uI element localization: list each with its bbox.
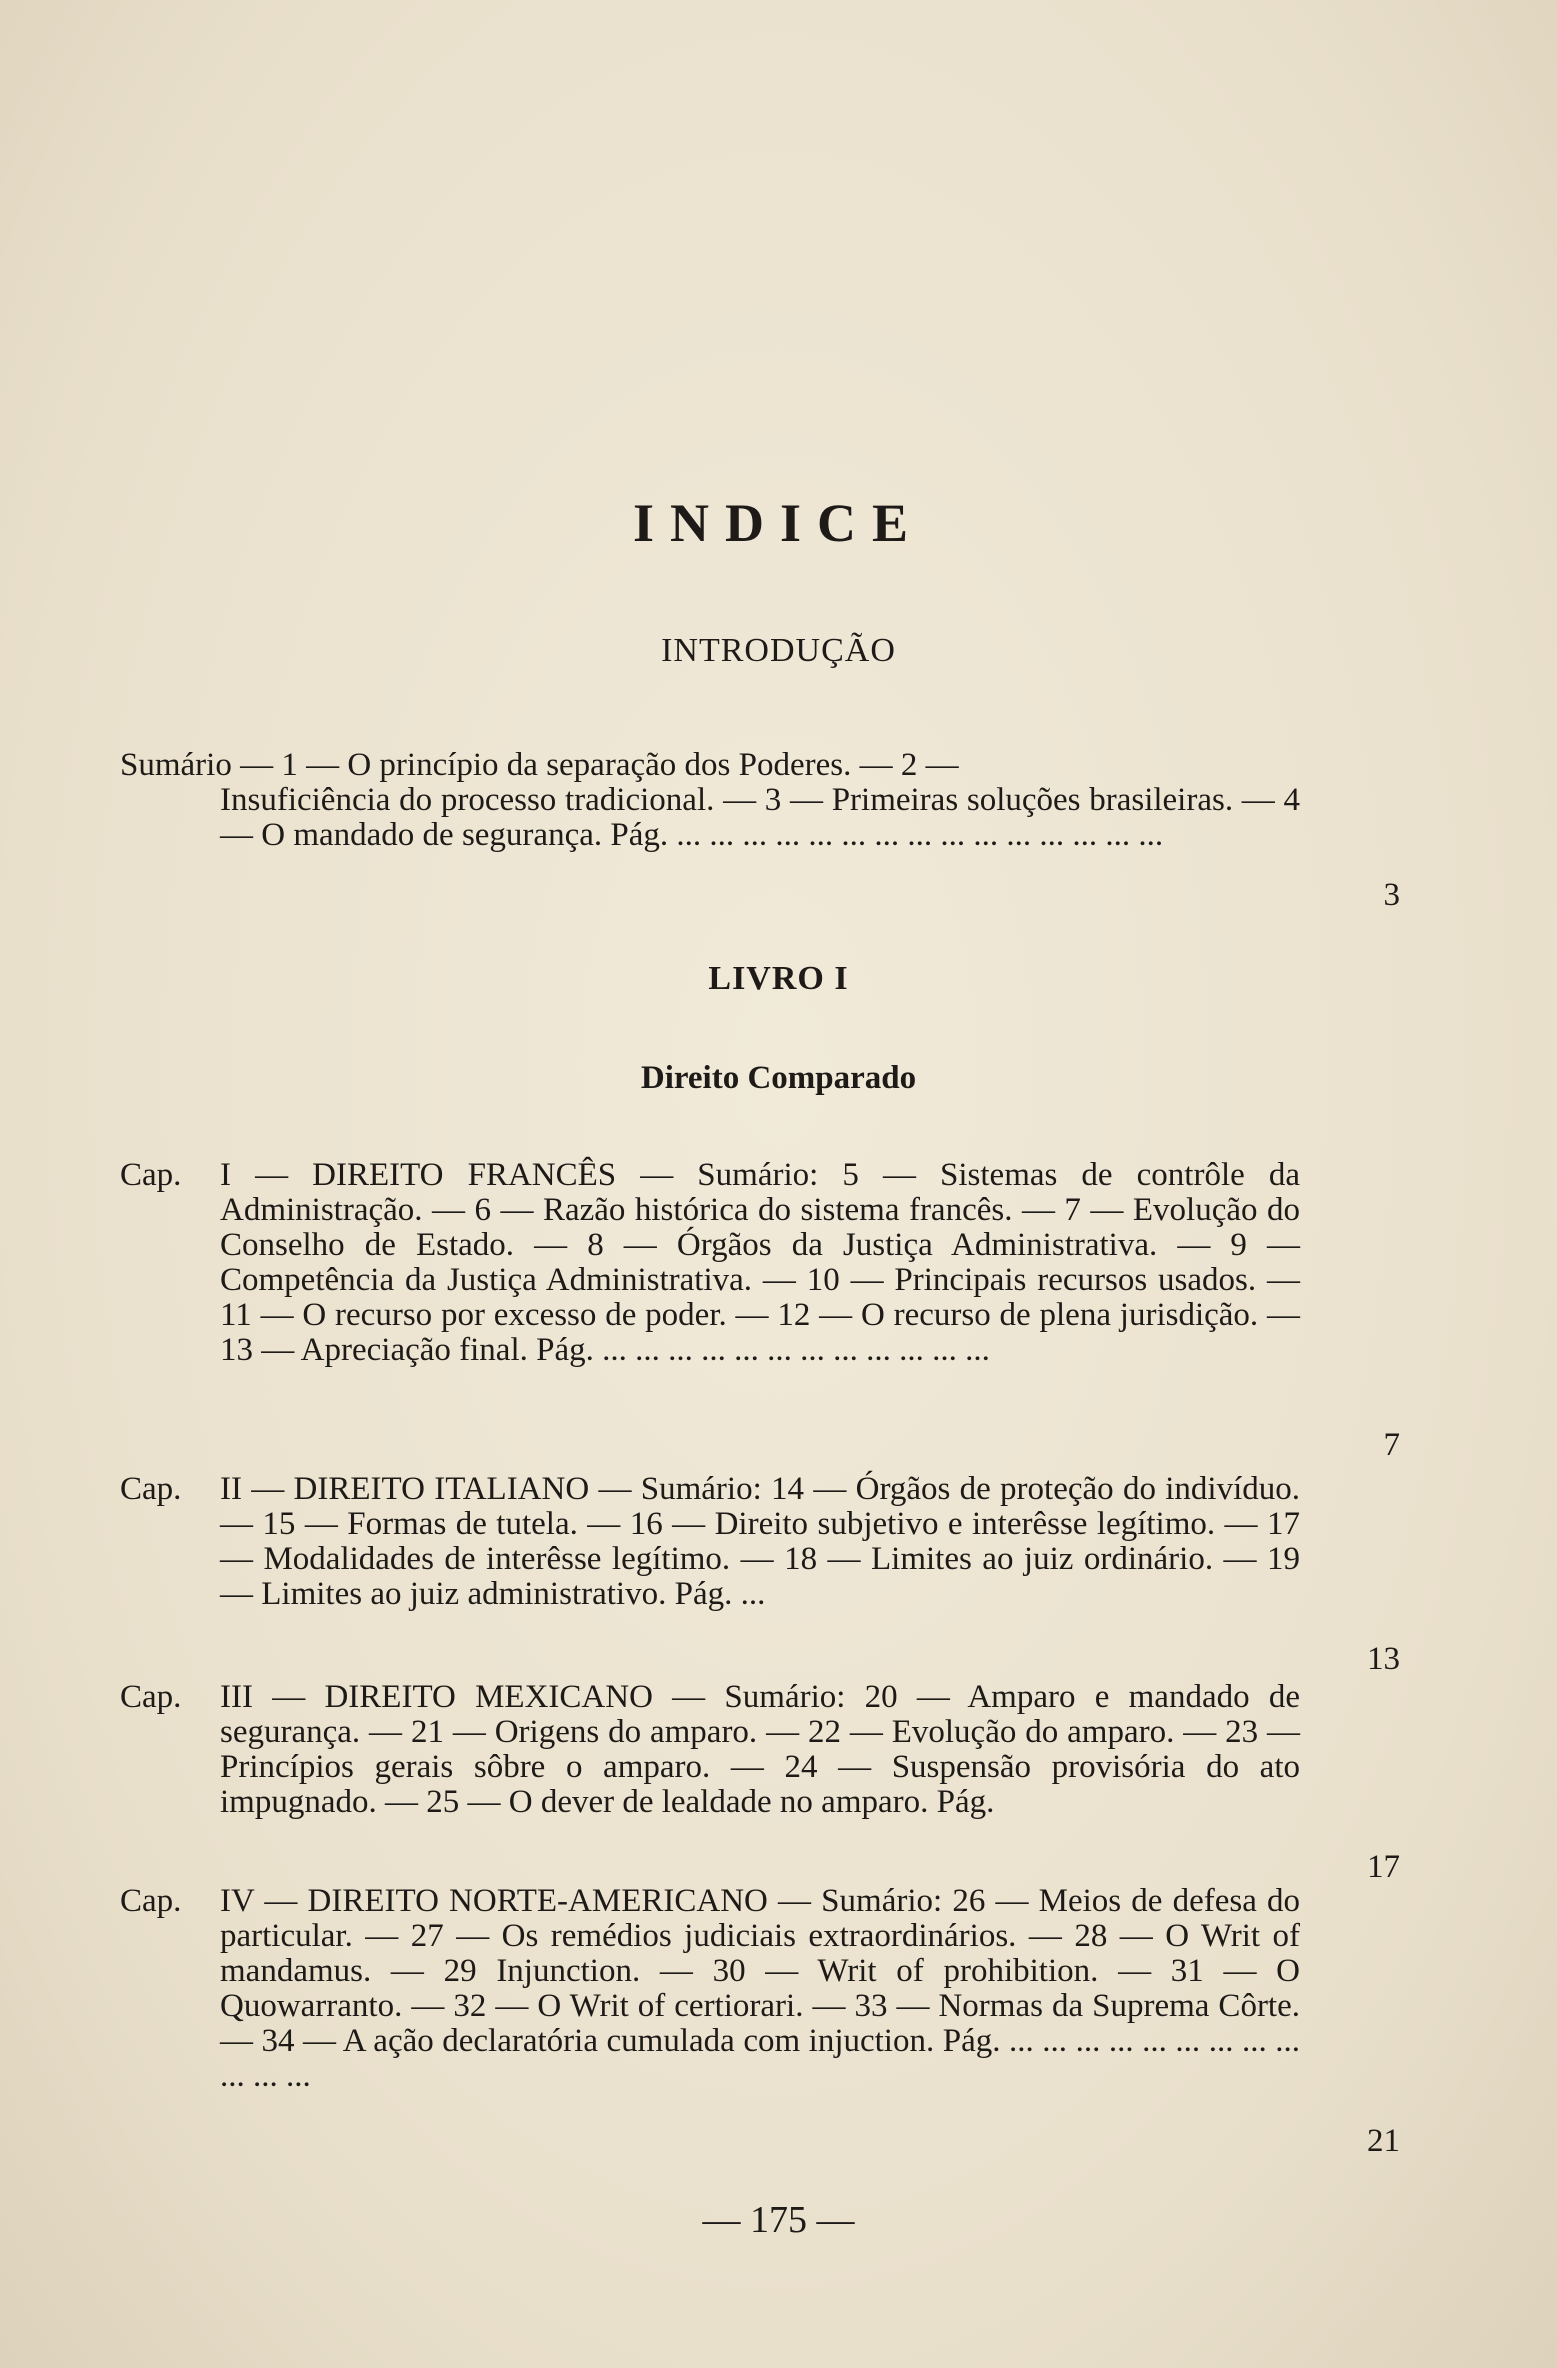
introduction-heading: INTRODUÇÃO	[661, 632, 896, 669]
chapter-label: Cap.	[120, 1157, 182, 1193]
chapter-text: IV — DIREITO NORTE-AMERICANO — Sumário: 26 — Meios de defesa do particular. — 27 — Os remédios judiciais extraordinários. — 28 — O Writ of mandamus. — 29 Injunction. — 30 — Writ of prohibition. — 31 — O Quowarranto. — 32 — O Writ of certiorari. — 33 — Normas da Suprema Côrte. — 34 — A ação declaratória cumulada com injuction. Pág. ... ... ... ... ... ... ... ... ... ... ... ...	[220, 1883, 1300, 2094]
toc-entry-chapter	[120, 1157, 1400, 1463]
chapter-label: Cap.	[120, 1679, 182, 1715]
toc-entry-text-continuation: Insuficiência do processo tradicional. — 3 — Primeiras soluções brasileiras. — 4 — O mandado de segurança. Pág. ... ... ... ... ... ... ... ... ... ... ... ... ... ... ...	[220, 782, 1300, 853]
chapter-page: 7	[1383, 1427, 1400, 1463]
book-subheading: Direito Comparado	[640, 1060, 917, 1096]
index-title: INDICE	[632, 493, 925, 553]
toc-entry-intro	[120, 747, 1400, 913]
toc-entry-text-first-line: Sumário — 1 — O princípio da separação dos Poderes. — 2 —	[120, 747, 959, 783]
chapter-text: III — DIREITO MEXICANO — Sumário: 20 — Amparo e mandado de segurança. — 21 — Origens do amparo. — 22 — Evolução do amparo. — 23 — Princípios gerais sôbre o amparo. — 24 — Suspensão provisória do ato impugnado. — 25 — O dever de lealdade no amparo. Pág.	[220, 1679, 1300, 1820]
chapter-page: 13	[1367, 1641, 1400, 1677]
book-heading: LIVRO I	[708, 960, 849, 997]
chapter-page: 21	[1367, 2123, 1400, 2159]
toc-entry-chapter	[120, 1471, 1400, 1677]
chapter-text: I — DIREITO FRANCÊS — Sumário: 5 — Sistemas de contrôle da Administração. — 6 — Razão histórica do sistema francês. — 7 — Evolução do Conselho de Estado. — 8 — Órgãos da Justiça Administrativa. — 9 — Competência da Justiça Administrativa. — 10 — Principais recursos usados. — 11 — O recurso por excesso de poder. — 12 — O recurso de plena jurisdição. — 13 — Apreciação final. Pág. ... ... ... ... ... ... ... ... ... ... ... ...	[220, 1157, 1300, 1368]
chapter-label: Cap.	[120, 1883, 182, 1919]
chapter-text: II — DIREITO ITALIANO — Sumário: 14 — Órgãos de proteção do indivíduo. — 15 — Formas de tutela. — 16 — Direito subjetivo e interêsse legítimo. — 17 — Modalidades de interêsse legítimo. — 18 — Limites ao juiz ordinário. — 19 — Limites ao juiz administrativo. Pág. ...	[220, 1471, 1300, 1612]
toc-entry-page: 3	[1383, 877, 1400, 913]
chapter-label: Cap.	[120, 1471, 182, 1507]
chapter-page: 17	[1367, 1849, 1400, 1885]
toc-entry-chapter	[120, 1883, 1400, 2159]
page-number: — 175 —	[702, 2199, 855, 2241]
toc-entry-text	[120, 748, 1300, 853]
toc-entry-chapter	[120, 1679, 1400, 1885]
